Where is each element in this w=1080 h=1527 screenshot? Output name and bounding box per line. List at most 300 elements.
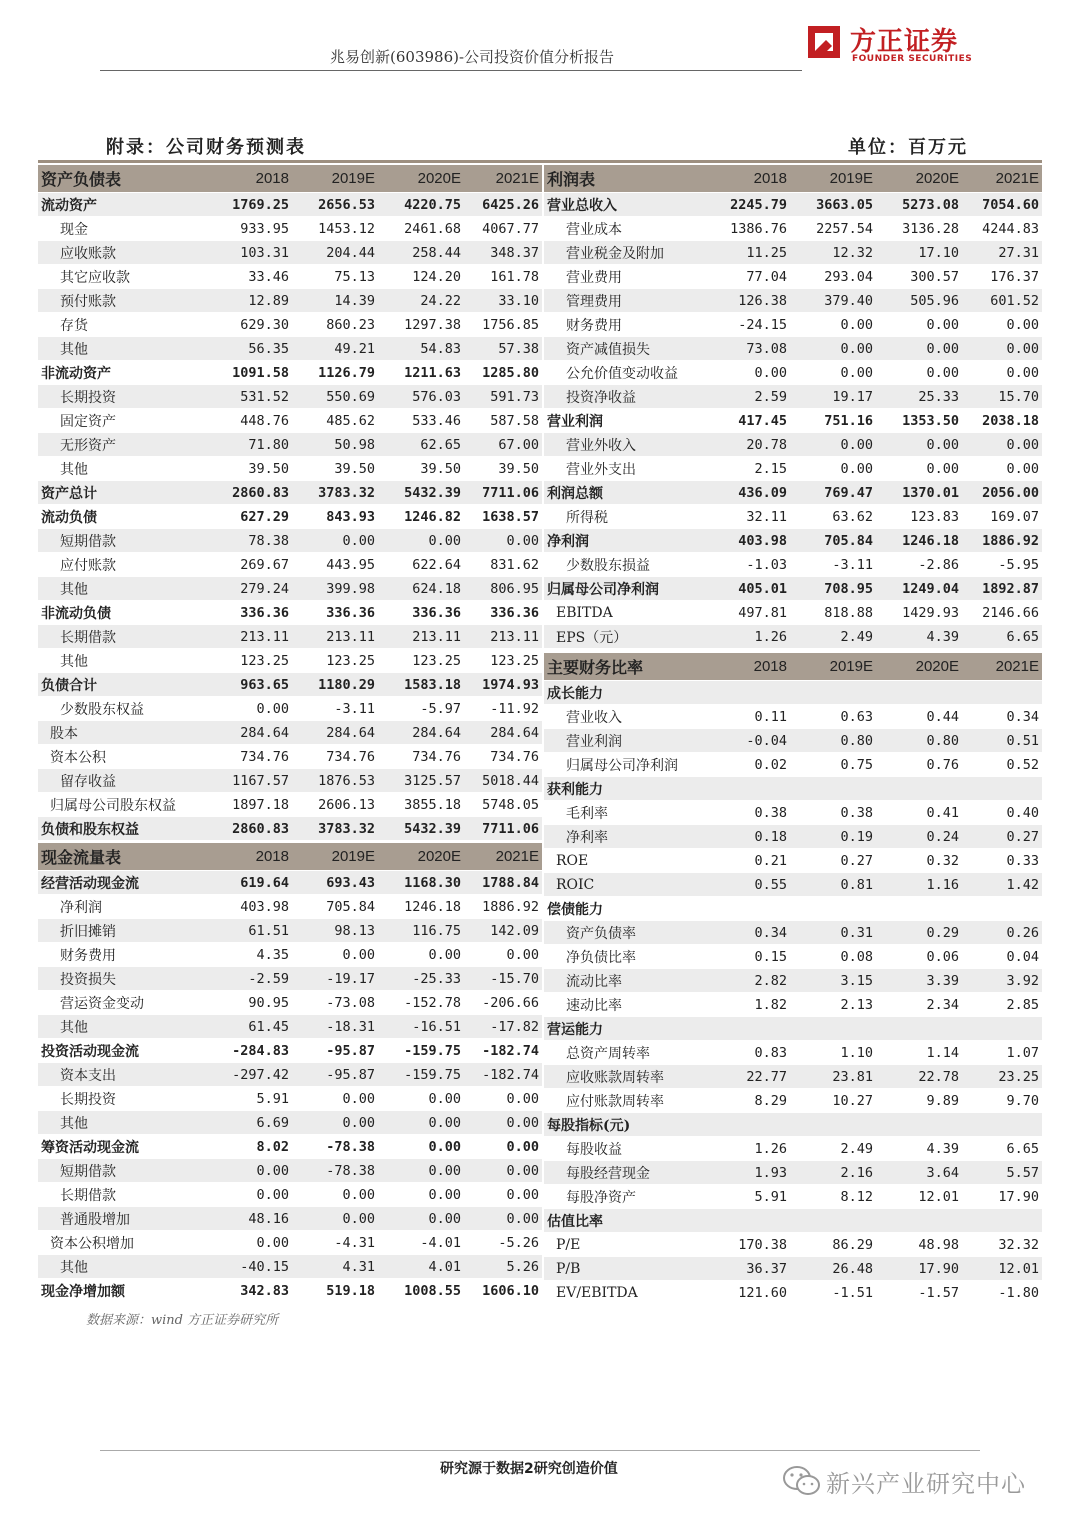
row-label: 每股收益 <box>544 1137 710 1161</box>
row-label: ROE <box>544 849 710 873</box>
row-label: 固定资产 <box>38 409 212 433</box>
row-value <box>962 777 1042 801</box>
row-value: 1297.38 <box>378 313 464 337</box>
row-value: 705.84 <box>790 529 876 553</box>
row-value: 1.26 <box>710 1137 790 1161</box>
row-label: 净负债比率 <box>544 945 710 969</box>
table-row <box>38 313 542 337</box>
row-value: 933.95 <box>212 217 292 241</box>
row-value: 2656.53 <box>292 193 378 217</box>
table-row <box>38 217 542 241</box>
row-value: 403.98 <box>710 529 790 553</box>
row-value <box>876 1017 962 1041</box>
row-label: P/B <box>544 1257 710 1281</box>
row-label: 成长能力 <box>544 681 710 705</box>
row-label: 短期借款 <box>38 529 212 553</box>
row-value: 3783.32 <box>292 481 378 505</box>
row-value: 0.32 <box>876 849 962 873</box>
row-value: 12.89 <box>212 289 292 313</box>
row-value: 0.15 <box>710 945 790 969</box>
table-row <box>544 1113 1042 1137</box>
logo-name: 方正证券 <box>850 27 959 57</box>
row-value: 1.07 <box>962 1041 1042 1065</box>
row-value <box>710 777 790 801</box>
row-value: 734.76 <box>464 745 542 769</box>
row-value: 0.00 <box>790 361 876 385</box>
table-row <box>544 705 1042 729</box>
row-value: 0.00 <box>962 361 1042 385</box>
row-value <box>962 1113 1042 1137</box>
row-value: 284.64 <box>212 721 292 745</box>
table-row <box>38 1111 542 1135</box>
row-label: 负债和股东权益 <box>38 817 212 841</box>
row-value: -284.83 <box>212 1039 292 1063</box>
header-divider <box>100 70 802 71</box>
row-label: 经营活动现金流 <box>38 871 212 895</box>
row-value: 591.73 <box>464 385 542 409</box>
row-label: 营业利润 <box>544 729 710 753</box>
unit-label: 单位：百万元 <box>848 137 968 158</box>
table-row <box>38 817 542 841</box>
table-row <box>544 945 1042 969</box>
row-value: -25.33 <box>378 967 464 991</box>
row-label: 每股经营现金 <box>544 1161 710 1185</box>
table-row <box>544 457 1042 481</box>
income-header-row <box>544 165 1042 193</box>
ratios-header-cell: 2021E <box>962 653 1042 681</box>
row-value: 0.63 <box>790 705 876 729</box>
row-value: 19.17 <box>790 385 876 409</box>
table-row <box>544 361 1042 385</box>
row-value: -1.80 <box>962 1281 1042 1305</box>
row-value: 0.00 <box>962 337 1042 361</box>
row-label: 预付账款 <box>38 289 212 313</box>
table-row <box>38 793 542 817</box>
row-value: 0.00 <box>790 433 876 457</box>
row-value: 26.48 <box>790 1257 876 1281</box>
row-value: 24.22 <box>378 289 464 313</box>
row-value: 12.01 <box>962 1257 1042 1281</box>
table-row <box>38 1015 542 1039</box>
row-label: 长期投资 <box>38 1087 212 1111</box>
table-row <box>544 505 1042 529</box>
row-value: -95.87 <box>292 1039 378 1063</box>
row-value: 2146.66 <box>962 601 1042 625</box>
row-value: 0.44 <box>876 705 962 729</box>
row-value: 0.00 <box>212 1231 292 1255</box>
row-value: 142.09 <box>464 919 542 943</box>
row-value: -95.87 <box>292 1063 378 1087</box>
row-value: 403.98 <box>212 895 292 919</box>
row-label: 其他 <box>38 649 212 673</box>
row-value: -4.31 <box>292 1231 378 1255</box>
row-value: 10.27 <box>790 1089 876 1113</box>
row-label: 其他 <box>38 337 212 361</box>
row-value: 0.00 <box>378 1111 464 1135</box>
row-label: 应收账款 <box>38 241 212 265</box>
row-label: 资本公积增加 <box>38 1231 212 1255</box>
row-value <box>962 897 1042 921</box>
row-value: 3783.32 <box>292 817 378 841</box>
row-value: 56.35 <box>212 337 292 361</box>
row-label: 估值比率 <box>544 1209 710 1233</box>
row-value: 1.42 <box>962 873 1042 897</box>
row-label: 投资净收益 <box>544 385 710 409</box>
row-value: 587.58 <box>464 409 542 433</box>
row-value: 843.93 <box>292 505 378 529</box>
logo-subtitle: FOUNDER SECURITIES <box>852 54 973 64</box>
row-value: 336.36 <box>292 601 378 625</box>
row-value: 769.47 <box>790 481 876 505</box>
report-header-title: 兆易创新(603986)-公司投资价值分析报告 <box>330 48 615 66</box>
row-value: -152.78 <box>378 991 464 1015</box>
row-value: 1788.84 <box>464 871 542 895</box>
row-label: 现金 <box>38 217 212 241</box>
row-label: 少数股东权益 <box>38 697 212 721</box>
income-header-cell: 2020E <box>876 165 962 193</box>
cashflow-header-cell: 2021E <box>464 843 542 871</box>
row-value: 2.82 <box>710 969 790 993</box>
row-label: 利润总额 <box>544 481 710 505</box>
row-value: 1168.30 <box>378 871 464 895</box>
cashflow-header-cell: 2020E <box>378 843 464 871</box>
row-value: 619.64 <box>212 871 292 895</box>
row-value: 0.34 <box>962 705 1042 729</box>
row-value: 0.00 <box>378 943 464 967</box>
table-row <box>38 625 542 649</box>
row-value: 121.60 <box>710 1281 790 1305</box>
row-value: 550.69 <box>292 385 378 409</box>
row-value: 123.25 <box>378 649 464 673</box>
row-value: 1249.04 <box>876 577 962 601</box>
row-value: 5.26 <box>464 1255 542 1279</box>
table-row <box>38 337 542 361</box>
row-value <box>876 777 962 801</box>
row-value: 1886.92 <box>464 895 542 919</box>
row-value: 0.21 <box>710 849 790 873</box>
row-value: 3663.05 <box>790 193 876 217</box>
row-value: 12.32 <box>790 241 876 265</box>
row-value: 0.00 <box>876 457 962 481</box>
row-value: 27.31 <box>962 241 1042 265</box>
table-row <box>38 871 542 895</box>
row-label: 其他 <box>38 457 212 481</box>
row-label: 营业成本 <box>544 217 710 241</box>
row-value: 1.14 <box>876 1041 962 1065</box>
row-value <box>790 897 876 921</box>
row-value: 213.11 <box>464 625 542 649</box>
row-label: 普通股增加 <box>38 1207 212 1231</box>
row-value: 0.00 <box>212 1183 292 1207</box>
row-value: 6.69 <box>212 1111 292 1135</box>
row-value: -78.38 <box>292 1135 378 1159</box>
row-value: 204.44 <box>292 241 378 265</box>
row-value: 1285.80 <box>464 361 542 385</box>
table-row <box>38 1231 542 1255</box>
row-value: 300.57 <box>876 265 962 289</box>
row-value: 0.41 <box>876 801 962 825</box>
row-value: 9.89 <box>876 1089 962 1113</box>
row-value: 336.36 <box>464 601 542 625</box>
table-row <box>544 313 1042 337</box>
row-value: 63.62 <box>790 505 876 529</box>
row-value: 497.81 <box>710 601 790 625</box>
table-row <box>544 529 1042 553</box>
table-row <box>38 481 542 505</box>
row-value: 0.00 <box>876 361 962 385</box>
row-value <box>962 681 1042 705</box>
row-value: 0.00 <box>962 457 1042 481</box>
balance-header-cell: 2018 <box>212 165 292 193</box>
row-value: 284.64 <box>464 721 542 745</box>
row-value: 1638.57 <box>464 505 542 529</box>
table-row <box>544 777 1042 801</box>
row-value: -1.57 <box>876 1281 962 1305</box>
row-value: 693.43 <box>292 871 378 895</box>
row-value: 1.10 <box>790 1041 876 1065</box>
row-value: 705.84 <box>292 895 378 919</box>
table-row <box>38 577 542 601</box>
row-value: 0.00 <box>876 313 962 337</box>
row-label: EV/EBITDA <box>544 1281 710 1305</box>
row-value: 2.34 <box>876 993 962 1017</box>
row-value <box>710 681 790 705</box>
row-value: 1892.87 <box>962 577 1042 601</box>
row-value: 1008.55 <box>378 1279 464 1303</box>
table-row <box>38 1255 542 1279</box>
table-row <box>544 1281 1042 1305</box>
row-value: 22.78 <box>876 1065 962 1089</box>
row-value: 0.00 <box>962 433 1042 457</box>
table-row <box>544 1089 1042 1113</box>
row-value: 61.45 <box>212 1015 292 1039</box>
table-row <box>38 433 542 457</box>
table-row <box>544 993 1042 1017</box>
ratios-header-cell: 主要财务比率 <box>544 653 710 681</box>
row-value: 0.26 <box>962 921 1042 945</box>
cashflow-header-cell: 2019E <box>292 843 378 871</box>
row-value: 485.62 <box>292 409 378 433</box>
row-value: 5748.05 <box>464 793 542 817</box>
row-value: 0.00 <box>710 361 790 385</box>
table-row <box>544 1161 1042 1185</box>
table-row <box>544 289 1042 313</box>
row-value: 3125.57 <box>378 769 464 793</box>
row-value: 0.00 <box>464 529 542 553</box>
row-label: 无形资产 <box>38 433 212 457</box>
row-value: 3855.18 <box>378 793 464 817</box>
row-label: 其他 <box>38 1015 212 1039</box>
row-value: 342.83 <box>212 1279 292 1303</box>
row-value: 436.09 <box>710 481 790 505</box>
row-value: 4.35 <box>212 943 292 967</box>
row-value: 0.06 <box>876 945 962 969</box>
row-value: 61.51 <box>212 919 292 943</box>
row-value: 1.16 <box>876 873 962 897</box>
row-value: 0.00 <box>292 1207 378 1231</box>
row-value: 1.26 <box>710 625 790 649</box>
row-value: 2606.13 <box>292 793 378 817</box>
data-source-note: 数据来源：wind 方正证券研究所 <box>86 1313 279 1328</box>
table-row <box>38 601 542 625</box>
row-value: 0.00 <box>292 1183 378 1207</box>
row-value: 75.13 <box>292 265 378 289</box>
row-value: 1583.18 <box>378 673 464 697</box>
income-header-cell: 利润表 <box>544 165 710 193</box>
row-label: 流动资产 <box>38 193 212 217</box>
table-row <box>544 753 1042 777</box>
row-value: 2038.18 <box>962 409 1042 433</box>
row-label: 毛利率 <box>544 801 710 825</box>
table-row <box>544 481 1042 505</box>
row-value: 62.65 <box>378 433 464 457</box>
row-value: 708.95 <box>790 577 876 601</box>
row-value: 213.11 <box>212 625 292 649</box>
row-value: 860.23 <box>292 313 378 337</box>
table-row <box>544 801 1042 825</box>
row-value: 1370.01 <box>876 481 962 505</box>
row-value: 533.46 <box>378 409 464 433</box>
row-value: 1876.53 <box>292 769 378 793</box>
row-label: 每股指标(元) <box>544 1113 710 1137</box>
row-label: 投资活动现金流 <box>38 1039 212 1063</box>
row-value: 48.98 <box>876 1233 962 1257</box>
table-row <box>38 895 542 919</box>
row-label: 每股净资产 <box>544 1185 710 1209</box>
table-row <box>38 193 542 217</box>
row-value: 5.57 <box>962 1161 1042 1185</box>
balance-header-cell: 资产负债表 <box>38 165 212 193</box>
row-value: 399.98 <box>292 577 378 601</box>
row-value: 2056.00 <box>962 481 1042 505</box>
row-value: 161.78 <box>464 265 542 289</box>
income-header-cell: 2018 <box>710 165 790 193</box>
row-value: 0.00 <box>464 1087 542 1111</box>
row-value: -1.03 <box>710 553 790 577</box>
row-label: EBITDA <box>544 601 710 625</box>
row-value: 9.70 <box>962 1089 1042 1113</box>
row-value: 39.50 <box>464 457 542 481</box>
row-value: 23.81 <box>790 1065 876 1089</box>
row-label: 长期借款 <box>38 625 212 649</box>
row-value: 98.13 <box>292 919 378 943</box>
row-value: 269.67 <box>212 553 292 577</box>
row-value: 0.00 <box>292 529 378 553</box>
cashflow-header-cell: 现金流量表 <box>38 843 212 871</box>
ratios-header-cell: 2019E <box>790 653 876 681</box>
row-value: 0.80 <box>790 729 876 753</box>
row-value: 6.65 <box>962 625 1042 649</box>
row-value: -16.51 <box>378 1015 464 1039</box>
row-value: 1886.92 <box>962 529 1042 553</box>
table-row <box>544 1185 1042 1209</box>
row-value: 0.34 <box>710 921 790 945</box>
row-label: 归属母公司净利润 <box>544 753 710 777</box>
row-value: -24.15 <box>710 313 790 337</box>
row-value: 284.64 <box>378 721 464 745</box>
row-value: 77.04 <box>710 265 790 289</box>
row-value: 601.52 <box>962 289 1042 313</box>
row-value: 4.39 <box>876 1137 962 1161</box>
row-label: 应付账款周转率 <box>544 1089 710 1113</box>
row-label: 非流动资产 <box>38 361 212 385</box>
table-row <box>544 729 1042 753</box>
row-value: 1353.50 <box>876 409 962 433</box>
row-value <box>710 1113 790 1137</box>
table-row <box>38 697 542 721</box>
row-value: 123.83 <box>876 505 962 529</box>
row-value: 73.08 <box>710 337 790 361</box>
row-value: 963.65 <box>212 673 292 697</box>
table-row <box>544 873 1042 897</box>
row-label: 营业外支出 <box>544 457 710 481</box>
row-label: EPS（元） <box>544 625 710 649</box>
row-value: 2.85 <box>962 993 1042 1017</box>
row-value: 213.11 <box>378 625 464 649</box>
row-value: 123.25 <box>292 649 378 673</box>
row-value: 1606.10 <box>464 1279 542 1303</box>
row-value: 1.93 <box>710 1161 790 1185</box>
row-label: 归属母公司股东权益 <box>38 793 212 817</box>
row-value <box>790 1209 876 1233</box>
row-value: -73.08 <box>292 991 378 1015</box>
row-value: 448.76 <box>212 409 292 433</box>
row-value: 48.16 <box>212 1207 292 1231</box>
row-value: -4.01 <box>378 1231 464 1255</box>
row-value: 0.11 <box>710 705 790 729</box>
row-label: 营业总收入 <box>544 193 710 217</box>
ratios-header-cell: 2018 <box>710 653 790 681</box>
row-value: 1246.18 <box>378 895 464 919</box>
row-value: 0.00 <box>464 1111 542 1135</box>
row-value: 116.75 <box>378 919 464 943</box>
row-label: 非流动负债 <box>38 601 212 625</box>
row-value: 5018.44 <box>464 769 542 793</box>
row-label: 资本支出 <box>38 1063 212 1087</box>
row-value: 3.92 <box>962 969 1042 993</box>
row-value: 1246.82 <box>378 505 464 529</box>
row-value: 124.20 <box>378 265 464 289</box>
row-value: -5.95 <box>962 553 1042 577</box>
row-value: 258.44 <box>378 241 464 265</box>
founder-logo-icon <box>806 24 842 60</box>
row-value: 25.33 <box>876 385 962 409</box>
row-label: 筹资活动现金流 <box>38 1135 212 1159</box>
row-value: -2.59 <box>212 967 292 991</box>
row-value: 629.30 <box>212 313 292 337</box>
row-value: 576.03 <box>378 385 464 409</box>
row-value: 531.52 <box>212 385 292 409</box>
row-value: 2.15 <box>710 457 790 481</box>
row-value: 348.37 <box>464 241 542 265</box>
row-label: 管理费用 <box>544 289 710 313</box>
row-value: -3.11 <box>790 553 876 577</box>
row-value: 2257.54 <box>790 217 876 241</box>
balance-sheet-table <box>38 165 542 841</box>
row-value: 818.88 <box>790 601 876 625</box>
row-value: 78.38 <box>212 529 292 553</box>
row-value: 0.00 <box>378 1159 464 1183</box>
row-value: 2.16 <box>790 1161 876 1185</box>
row-label: 公允价值变动收益 <box>544 361 710 385</box>
row-value: -182.74 <box>464 1039 542 1063</box>
row-label: 营运能力 <box>544 1017 710 1041</box>
row-value: 123.25 <box>212 649 292 673</box>
row-value: 443.95 <box>292 553 378 577</box>
row-value: 1386.76 <box>710 217 790 241</box>
row-label: 现金净增加额 <box>38 1279 212 1303</box>
row-value: 4.39 <box>876 625 962 649</box>
